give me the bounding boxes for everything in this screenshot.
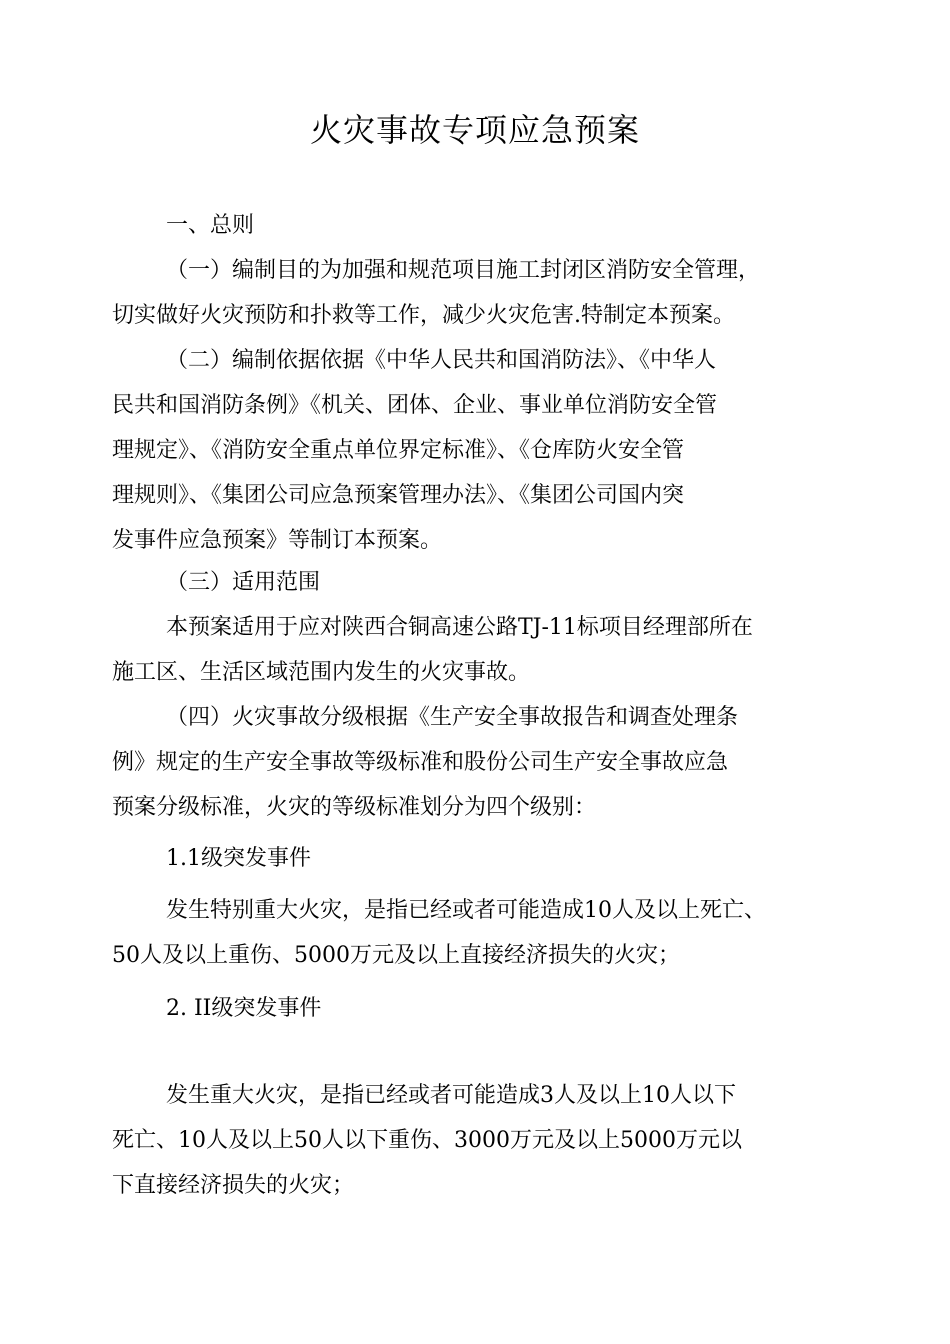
paragraph-level-1 [112,888,842,978]
level-1-heading [112,836,842,881]
document-title: 火灾事故专项应急预案 [309,111,640,149]
text-line: 民共和国消防条例》《机关、团体、企业、事业单位消防安全管 [112,393,718,418]
text-line: 发生特别重大火灾，是指已经或者可能造成10人及以上死亡、 [166,898,766,923]
text-line: 发事件应急预案》等制订本预案。 [112,528,443,553]
text-line: 本预案适用于应对陕西合铜高速公路TJ-11标项目经理部所在 [166,615,753,640]
text-line: 发生重大火灾，是指已经或者可能造成3人及以上10人以下 [166,1083,736,1108]
text-line: 死亡、10人及以上50人以下重伤、3000万元及以上5000万元以 [112,1128,742,1153]
level-2-heading [112,986,842,1031]
text-line: 切实做好火灾预防和扑救等工作，减少火灾危害.特制定本预案。 [112,303,735,328]
text-line: 理规则》、《集团公司应急预案管理办法》、《集团公司国内突 [112,483,685,508]
section-heading-scope [112,560,842,605]
text-line: 50人及以上重伤、5000万元及以上直接经济损失的火灾； [112,943,680,968]
paragraph-basis [112,338,842,563]
text-line: 一、总则 [166,213,255,238]
text-line: （三）适用范围 [166,570,321,595]
text-line: （四）火灾事故分级根据《生产安全事故报告和调查处理条 [166,705,739,730]
text-line: （二）编制依据依据《中华人民共和国消防法》、《中华人 [166,348,717,373]
text-line: 2. II级突发事件 [166,996,322,1021]
paragraph-scope [112,605,842,695]
text-line: 1.1级突发事件 [166,846,311,871]
paragraph-level-2 [112,1073,842,1208]
text-line: 预案分级标准，火灾的等级标准划分为四个级别： [112,795,597,820]
text-line: 例》规定的生产安全事故等级标准和股份公司生产安全事故应急 [112,750,729,775]
text-line: （一）编制目的为加强和规范项目施工封闭区消防安全管理， [166,258,761,283]
paragraph-purpose [112,248,842,338]
section-heading-general [112,203,842,248]
text-line: 施工区、生活区域范围内发生的火灾事故。 [112,660,531,685]
text-line: 理规定》、《消防安全重点单位界定标准》、《仓库防火安全管 [112,438,685,463]
text-line: 下直接经济损失的火灾； [112,1173,355,1198]
paragraph-classification [112,695,842,830]
